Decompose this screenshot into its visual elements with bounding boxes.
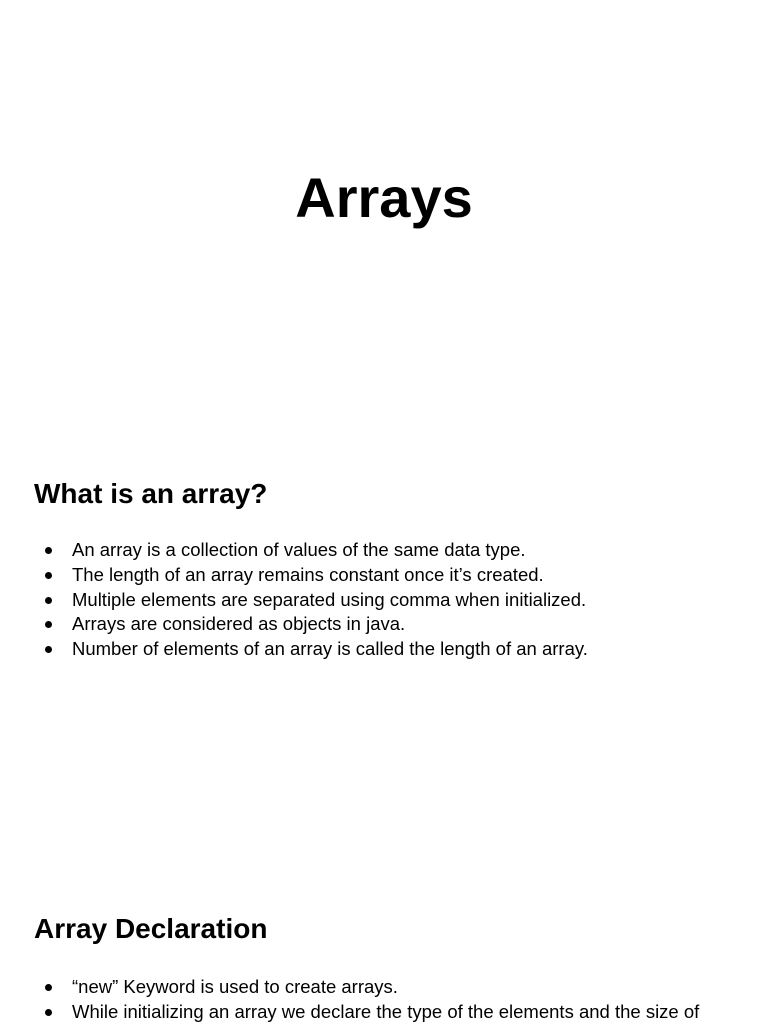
bullet-icon xyxy=(45,1009,52,1016)
bullet-icon xyxy=(45,572,52,579)
bullet-icon xyxy=(45,984,52,991)
section-heading-what-is-an-array: What is an array? xyxy=(34,478,268,509)
list-item xyxy=(0,1000,740,1025)
list-item xyxy=(0,563,740,588)
list-item xyxy=(0,975,740,1000)
list-item-text: The length of an array remains constant once it’s created. xyxy=(72,563,544,585)
list-item xyxy=(0,538,740,563)
bullet-icon xyxy=(45,547,52,554)
list-item-text: An array is a collection of values of the same data type. xyxy=(72,539,526,560)
bullet-icon xyxy=(45,646,52,653)
list-item xyxy=(0,612,740,637)
list-item xyxy=(0,588,740,613)
bullet-list-array-declaration xyxy=(0,975,740,1025)
bullet-list-what-is-an-array xyxy=(0,538,740,662)
list-item-text: “new” Keyword is used to create arrays. xyxy=(72,976,398,997)
list-item-text: Arrays are considered as objects in java. xyxy=(72,613,406,635)
page-title: Arrays xyxy=(295,166,473,229)
bullet-icon xyxy=(45,597,52,604)
list-item-text: While initializing an array we declare the type of the elements and the size of xyxy=(72,1000,700,1022)
list-item-text: Multiple elements are separated using comma when initialized. xyxy=(72,588,587,610)
bullet-icon xyxy=(45,621,52,628)
section-heading-array-declaration: Array Declaration xyxy=(34,913,268,944)
list-item xyxy=(0,637,740,662)
list-item-text: Number of elements of an array is called the length of an array. xyxy=(72,638,588,660)
